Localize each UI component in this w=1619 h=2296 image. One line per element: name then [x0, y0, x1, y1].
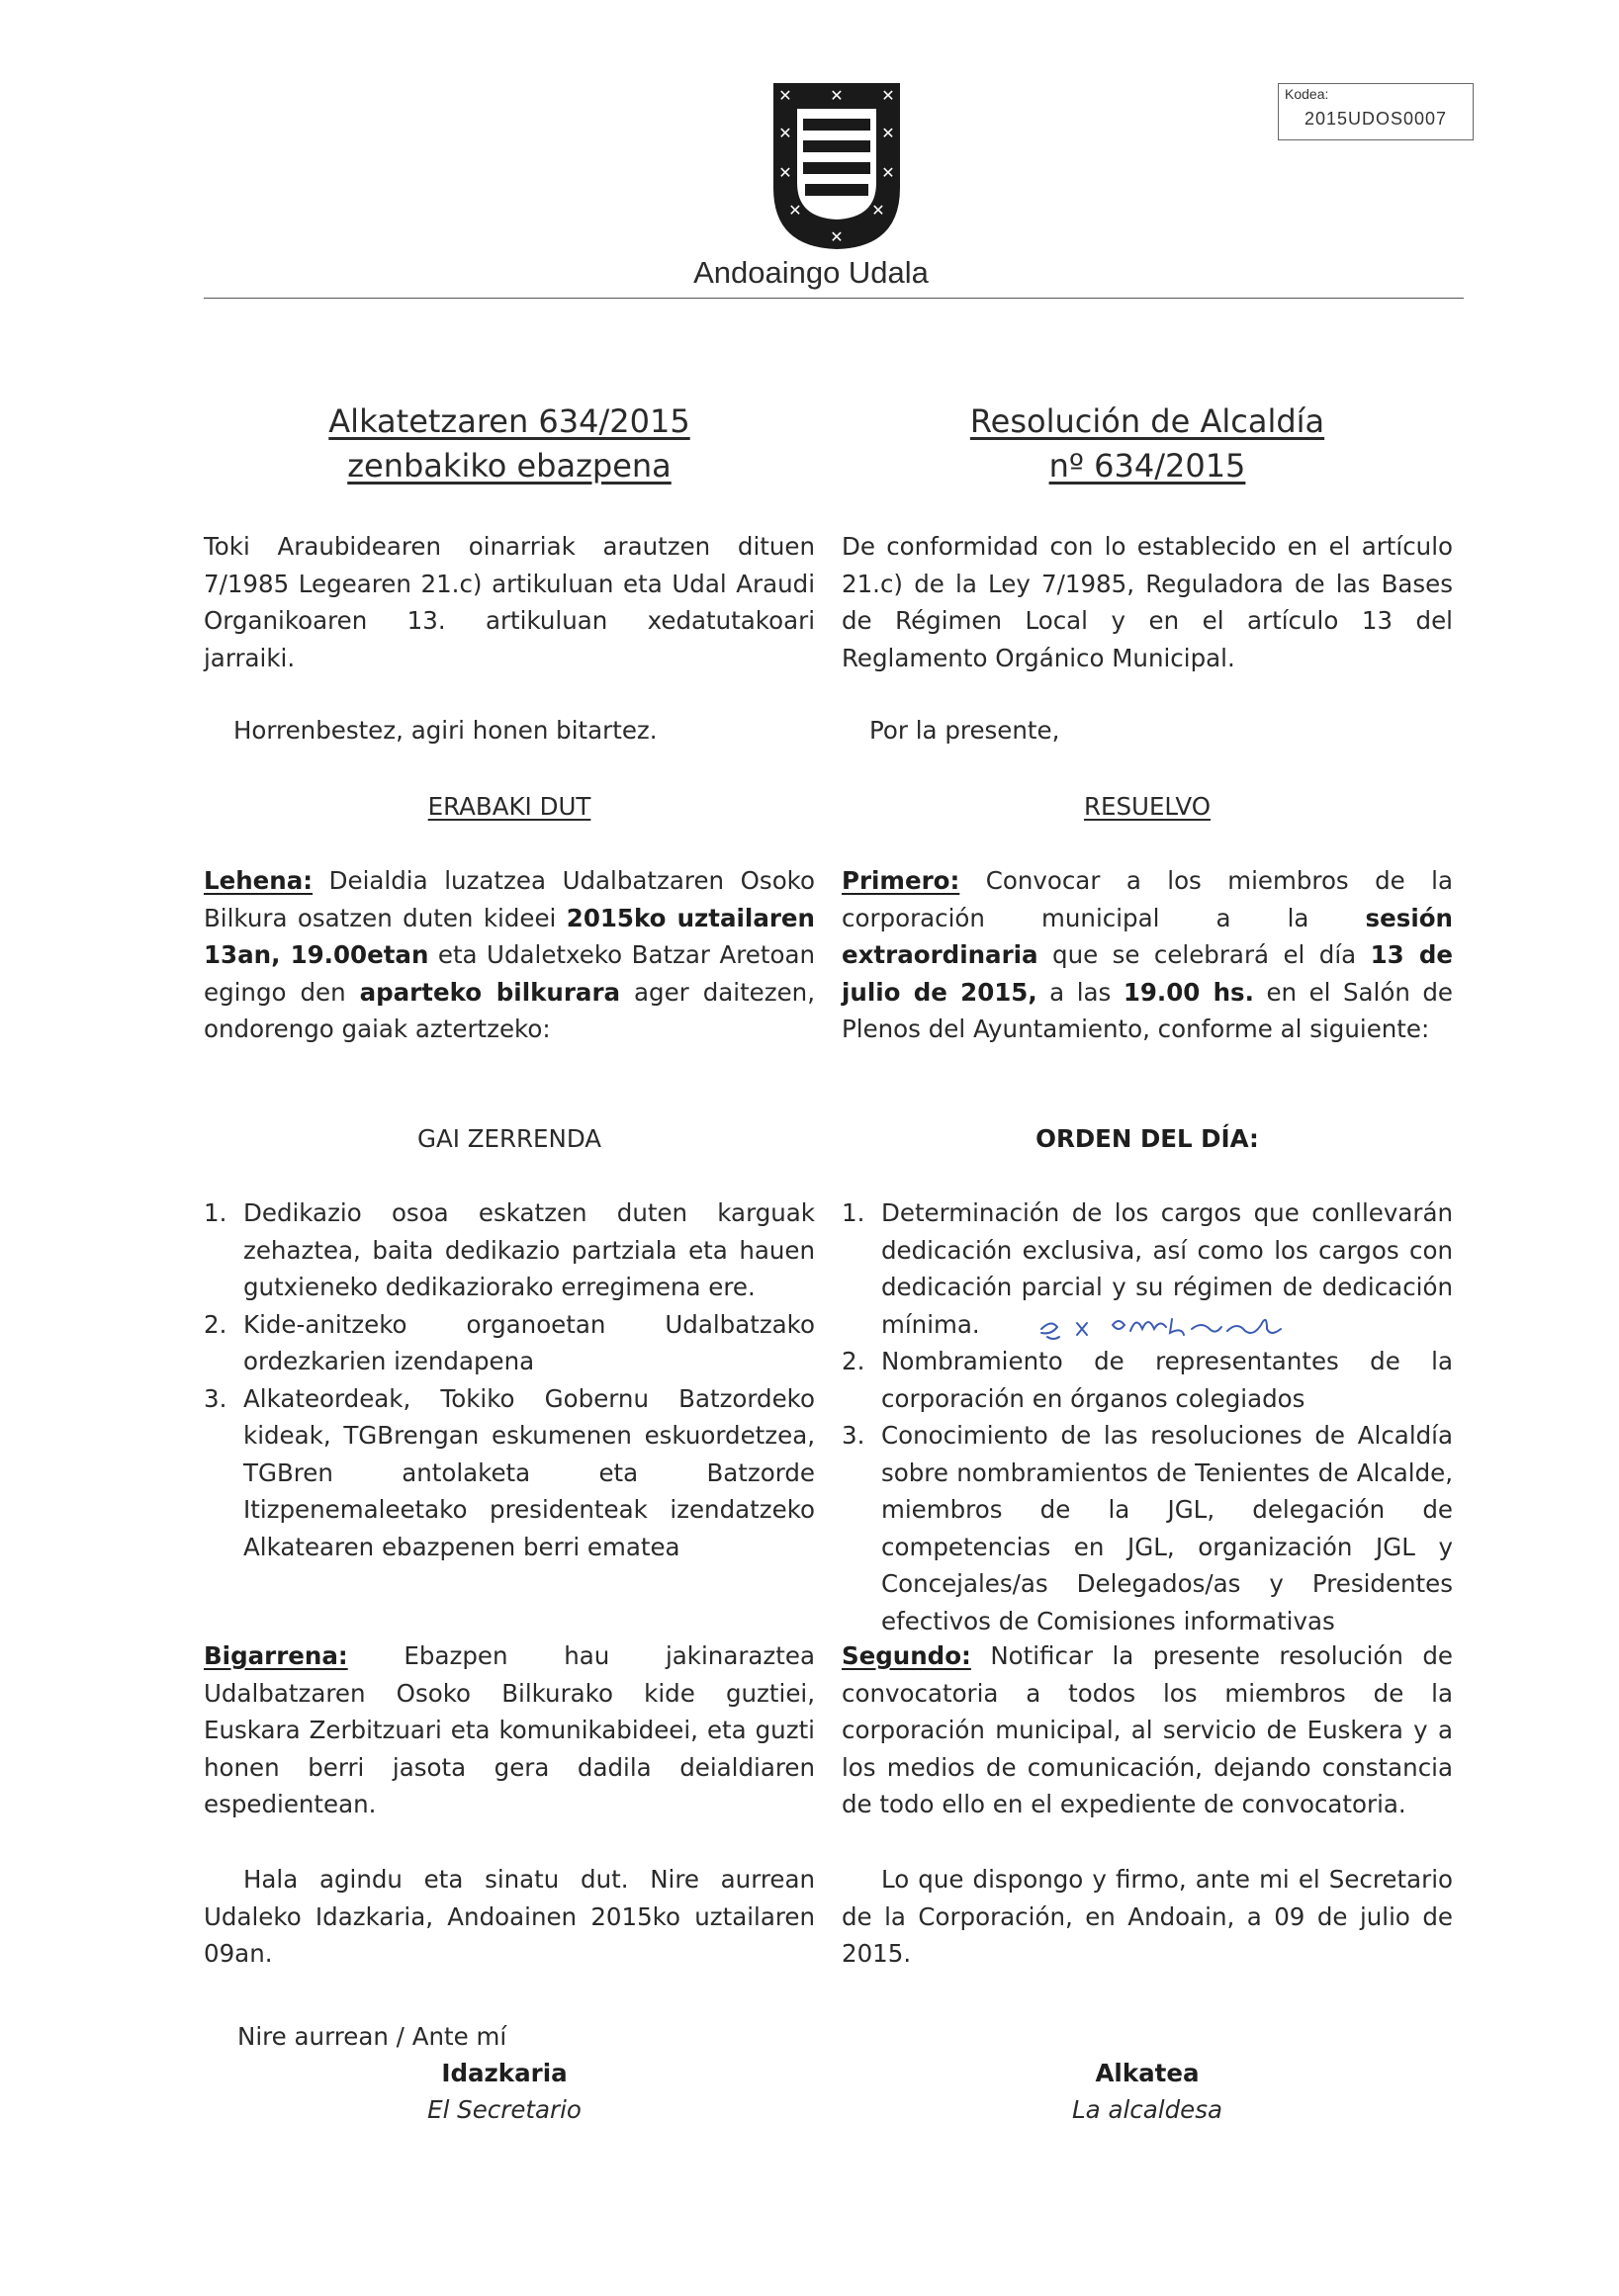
coat-of-arms-icon	[769, 79, 904, 252]
es-second-paragraph: Segundo: Notificar la presente resolución de convocatoria a todos los miembros de la corporación municipal, al servicio de Euskera y a los medios de comunicación, dejando constancia de todo ello en el expediente de convocatoria.	[842, 1641, 1453, 1818]
svg-text:✕: ✕	[830, 227, 844, 246]
eu-closing: Hala agindu eta sinatu dut. Nire aurrean Udaleko Idazkaria, Andoainen 2015ko uztailaren 09an.	[204, 1865, 815, 1968]
es-agenda-heading: ORDEN DEL DÍA:	[1035, 1124, 1259, 1153]
svg-text:✕: ✕	[830, 86, 844, 105]
svg-text:✕: ✕	[778, 163, 792, 182]
svg-text:✕: ✕	[881, 124, 895, 142]
eu-title-line1: Alkatetzaren 634/2015	[328, 402, 690, 440]
mayor-es-title: La alcaldesa	[1072, 2095, 1222, 2124]
list-item: 1. Dedikazio osoa eskatzen duten karguak zehaztea, baita dedikazio partziala eta hauen gutxieneko dedikaziorako erregimena ere.	[204, 1198, 815, 1301]
es-hereby: Por la presente,	[869, 716, 1060, 745]
svg-text:✕: ✕	[881, 86, 895, 105]
list-item: 3. Conocimiento de las resoluciones de Alcaldía sobre nombramientos de Tenientes de Alcalde, miembros de la JGL, delegación de competencias en JGL, organización JGL y Concejales/as Delegados/as y Presidentes efectivos de Comisiones informativas	[842, 1421, 1453, 1635]
list-item: 2. Nombramiento de representantes de la corporación en órganos colegiados	[842, 1347, 1453, 1413]
eu-hereby: Horrenbestez, agiri honen bitartez.	[233, 716, 658, 745]
secretary-es-title: El Secretario	[427, 2095, 582, 2124]
es-agenda-list	[842, 1194, 1453, 1639]
es-closing: Lo que dispongo y firmo, ante mi el Secretario de la Corporación, en Andoain, a 09 de julio de 2015.	[842, 1865, 1453, 1968]
list-item: 3. Alkateordeak, Tokiko Gobernu Batzordeko kideak, TGBrengan eskumenen eskuordetzea, TGBren antolaketa eta Batzorde Itizpenemaleetako presidenteak izendatzeko Alkatearen ebazpenen berri ematea	[204, 1383, 815, 1561]
svg-text:✕: ✕	[881, 163, 895, 182]
eu-agenda-list	[204, 1194, 815, 1565]
eu-decision-heading: ERABAKI DUT	[427, 792, 591, 821]
code-label: Kodea:	[1285, 86, 1329, 102]
es-first-paragraph: Primero: Convocar a los miembros de la corporación municipal a la sesión extraordinaria que se celebrará el día 13 de julio de 2015, a las 19.00 hs. en el Salón de Plenos del Ayuntamiento, conforme al siguiente:	[842, 866, 1454, 1043]
list-item: 1. Determinación de los cargos que conllevarán dedicación exclusiva, así como los cargos con dedicación parcial y su régimen de dedicación mínima.	[842, 1198, 1453, 1339]
eu-second-paragraph: Bigarrena: Ebazpen hau jakinaraztea Udalbatzaren Osoko Bilkurako kide guztiei, Euskara Zerbitzuari eta komunikabideei, eta guzti honen berri jasota gera dadila deialdiaren espedientean.	[204, 1641, 815, 1818]
before-me-label: Nire aurrean / Ante mí	[237, 2022, 507, 2051]
eu-second-label: Bigarrena:	[204, 1641, 348, 1670]
eu-first-paragraph: Lehena: Deialdia luzatzea Udalbatzaren Osoko Bilkura osatzen duten kideei 2015ko uztailaren 13an, 19.00etan eta Udaletxeko Batzar Aretoan egingo den aparteko bilkurara ager daitezen, ondorengo gaiak aztertzeko:	[204, 866, 815, 1043]
eu-title-line2: zenbakiko ebazpena	[347, 447, 672, 485]
document-code-box	[1278, 83, 1474, 140]
header-divider	[204, 298, 1464, 299]
list-item: 2. Kide-anitzeko organoetan Udalbatzako ordezkarien izendapena	[204, 1309, 815, 1375]
handwritten-annotation-icon	[1034, 1307, 1310, 1347]
mayor-eu-title: Alkatea	[1095, 2059, 1200, 2087]
es-intro: De conformidad con lo establecido en el artículo 21.c) de la Ley 7/1985, Reguladora de las Bases de Régimen Local y en el artículo 13 del Reglamento Orgánico Municipal.	[842, 532, 1453, 672]
svg-text:✕: ✕	[788, 201, 802, 220]
es-title-line1: Resolución de Alcaldía	[969, 402, 1325, 440]
es-second-label: Segundo:	[842, 1641, 971, 1670]
es-title-line2: nº 634/2015	[1048, 447, 1246, 485]
secretary-eu-title: Idazkaria	[441, 2059, 568, 2087]
eu-first-label: Lehena:	[204, 866, 314, 895]
municipality-name: Andoaingo Udala	[693, 255, 929, 290]
eu-intro: Toki Araubidearen oinarriak arautzen dituen 7/1985 Legearen 21.c) artikuluan eta Udal Araudi Organikoaren 13. artikuluan xedatutakoari jarraiki.	[204, 532, 815, 672]
svg-text:✕: ✕	[778, 124, 792, 142]
es-first-label: Primero:	[842, 866, 960, 895]
es-decision-heading: RESUELVO	[1083, 792, 1212, 821]
svg-text:✕: ✕	[778, 86, 792, 105]
eu-agenda-heading: GAI ZERRENDA	[416, 1124, 602, 1153]
code-value: 2015UDOS0007	[1304, 109, 1448, 129]
svg-text:✕: ✕	[871, 201, 885, 220]
